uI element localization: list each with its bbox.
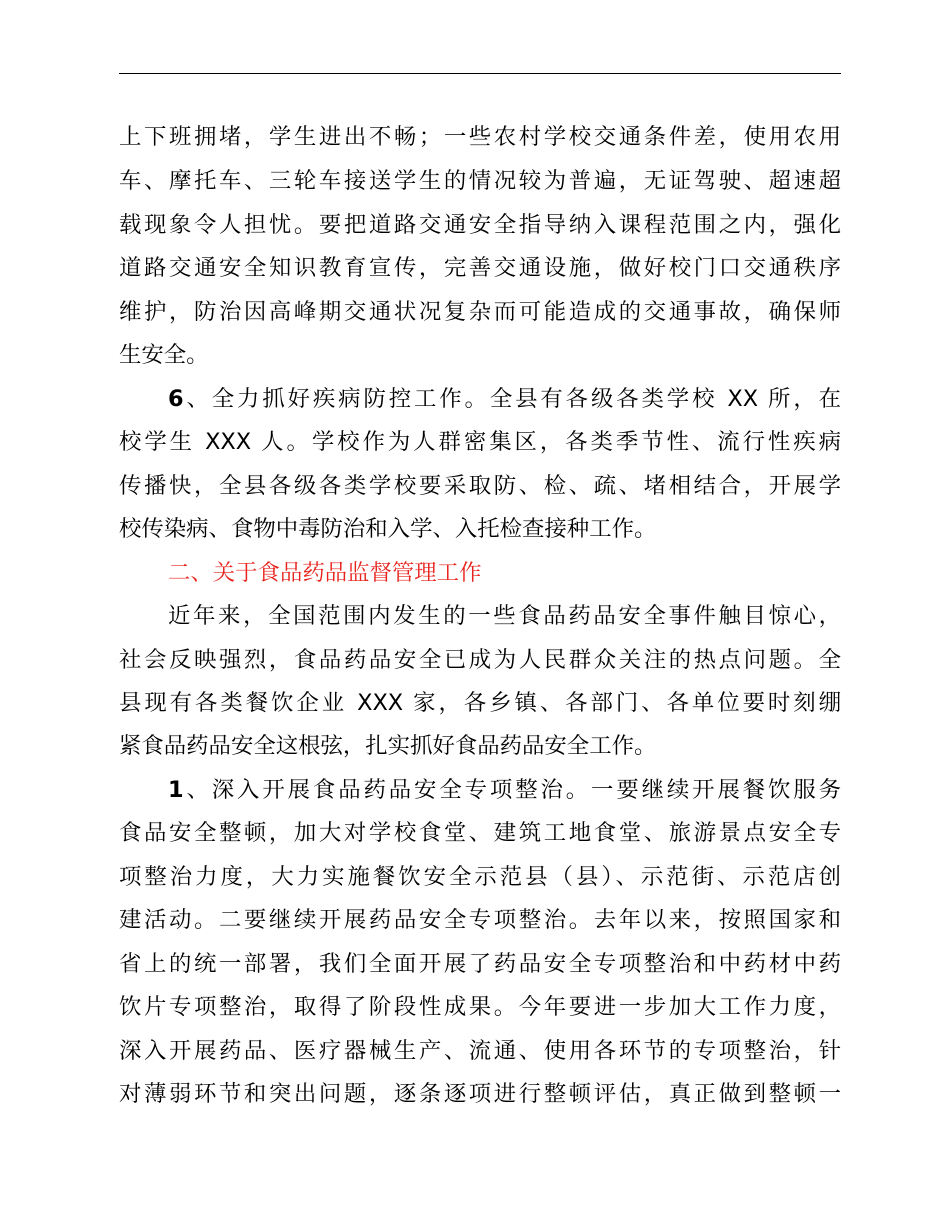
text-line: 建活动。二要继续开展药品安全专项整治。去年以来，按照国家和 bbox=[119, 907, 841, 933]
text-line: 载现象令人担忧。要把道路交通安全指导纳入课程范围之内，强化 bbox=[119, 212, 841, 238]
text-line: 校传染病、食物中毒防治和入学、入托检查接种工作。 bbox=[119, 516, 657, 542]
text-line: 车、摩托车、三轮车接送学生的情况较为普遍，无证驾驶、超速超 bbox=[119, 168, 841, 194]
text-line: 社会反映强烈，食品药品安全已成为人民群众关注的热点问题。全 bbox=[119, 647, 841, 673]
text-line: 县现有各类餐饮企业 XXX 家，各乡镇、各部门、各单位要时刻绷 bbox=[119, 690, 841, 716]
text-line: 校学生 XXX 人。学校作为人群密集区，各类季节性、流行性疾病 bbox=[119, 429, 841, 455]
text-line: 省上的统一部署，我们全面开展了药品安全专项整治和中药材中药 bbox=[119, 951, 841, 977]
text-line: 饮片专项整治，取得了阶段性成果。今年要进一步加大工作力度， bbox=[119, 994, 841, 1020]
text-line: 传播快，全县各级各类学校要采取防、检、疏、堵相结合，开展学 bbox=[119, 473, 841, 499]
text-line: 紧食品药品安全这根弦，扎实抓好食品药品安全工作。 bbox=[119, 733, 657, 759]
text-line: 深入开展药品、医疗器械生产、流通、使用各环节的专项整治，针 bbox=[119, 1038, 841, 1064]
text-span: 、全力抓好疾病防控工作。全县有各级各类学校 XX 所，在 bbox=[183, 386, 841, 412]
text-line: 近年来，全国范围内发生的一些食品药品安全事件触目惊心， bbox=[168, 603, 841, 629]
text-span: 、深入开展食品药品安全专项整治。一要继续开展餐饮服务 bbox=[183, 777, 841, 803]
text-line: 项整治力度，大力实施餐饮安全示范县（县）、示范街、示范店创 bbox=[119, 864, 841, 890]
text-line: 生安全。 bbox=[119, 342, 209, 368]
text-line: 维护，防治因高峰期交通状况复杂而可能造成的交通事故，确保师 bbox=[119, 299, 841, 325]
text-line: 食品安全整顿，加大对学校食堂、建筑工地食堂、旅游景点安全专 bbox=[119, 820, 841, 846]
paragraph-1-first-line bbox=[168, 775, 841, 805]
text-line: 上下班拥堵，学生进出不畅；一些农村学校交通条件差，使用农用 bbox=[119, 124, 841, 150]
header-rule bbox=[119, 73, 841, 74]
text-line: 道路交通安全知识教育宣传，完善交通设施，做好校门口交通秩序 bbox=[119, 255, 841, 281]
item-number: 1 bbox=[168, 777, 184, 803]
text-line: 对薄弱环节和突出问题，逐条逐项进行整顿评估，真正做到整顿一 bbox=[119, 1081, 841, 1107]
section-heading: 二、关于食品药品监督管理工作 bbox=[168, 560, 482, 586]
item-number: 6 bbox=[168, 386, 184, 412]
paragraph-6-first-line bbox=[168, 384, 841, 414]
